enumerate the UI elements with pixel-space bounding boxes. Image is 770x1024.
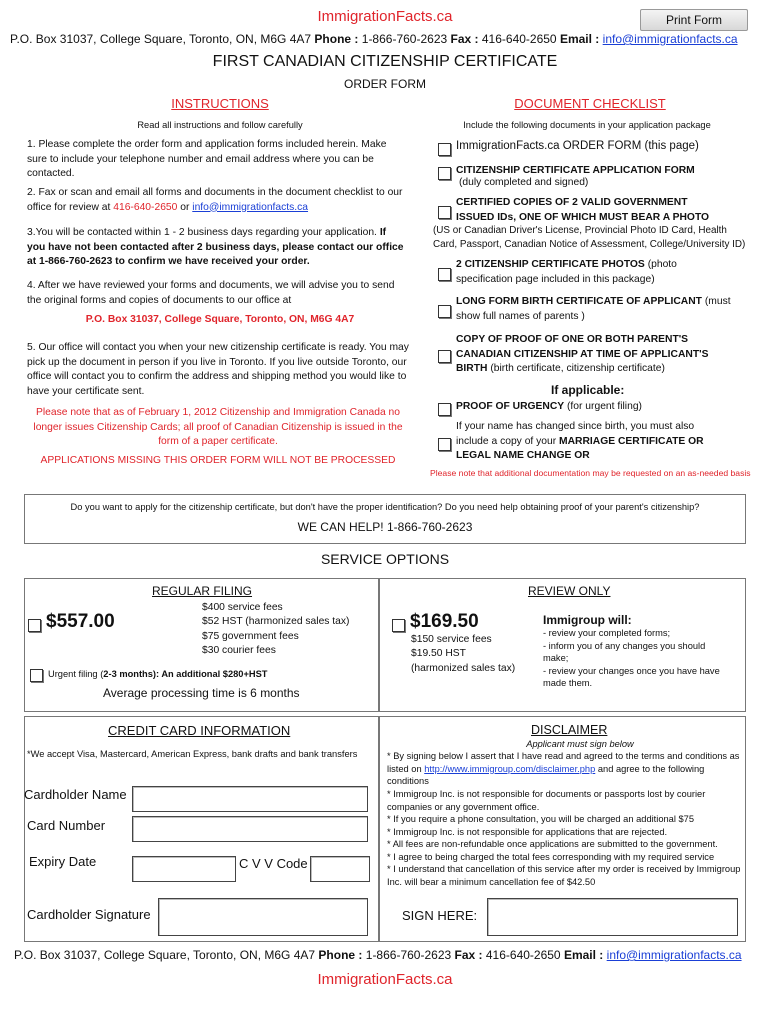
disclaimer-intro xyxy=(387,750,743,788)
cardholder-signature-field[interactable] xyxy=(158,898,368,936)
missing-form-warning: APPLICATIONS MISSING THIS ORDER FORM WILL NOT BE PROCESSED xyxy=(40,455,396,466)
disclaimer-subheading: Applicant must sign below xyxy=(526,739,634,749)
checkbox-order-form[interactable] xyxy=(438,143,451,156)
will-item: - review your changes once you have have made them. xyxy=(543,665,720,689)
instruction-5: 5. Our office will contact you when your new citizenship certificate is ready. You may pick up the document in person if you live in Toronto. If you live outside Toronto, our office will contact you to confirm the address and shipping method you would like to have your certificate sent. xyxy=(27,342,409,397)
checklist-item-photos xyxy=(456,258,726,287)
checklist-item-parent-citizenship xyxy=(456,333,726,377)
regular-filing-heading: REGULAR FILING xyxy=(152,584,253,598)
checklist-item-birth-rest: (must show full names of parents ) xyxy=(456,296,731,322)
checklist-item-parent-rest: (birth certificate, citizenship certificate) xyxy=(490,363,665,374)
checkbox-parent-citizenship[interactable] xyxy=(438,350,451,363)
review-only-heading: REVIEW ONLY xyxy=(528,584,611,598)
immigroup-will-list xyxy=(543,627,733,690)
disclaimer-item: * I agree to being charged the total fees corresponding with my required service xyxy=(387,851,715,862)
footer-fax-label: Fax : xyxy=(454,948,483,962)
site-name-top: ImmigrationFacts.ca xyxy=(317,8,453,25)
cardholder-signature-label: Cardholder Signature xyxy=(27,907,151,922)
checklist-item-urgency-rest: (for urgent filing) xyxy=(567,401,642,412)
footer-phone-label: Phone : xyxy=(318,948,363,962)
checkbox-government-ids[interactable] xyxy=(438,206,451,219)
card-number-label: Card Number xyxy=(27,818,106,833)
disclaimer-intro-text: * By signing below I assert that I have read and agreed to the terms and conditions as listed on xyxy=(387,751,740,774)
instruction-3-text: 3.You will be contacted within 1 - 2 business days regarding your application. xyxy=(27,227,377,238)
sign-here-label: SIGN HERE: xyxy=(402,908,478,923)
checklist-item-birth-certificate xyxy=(456,295,746,324)
help-question: Do you want to apply for the citizenship certificate, but don't have the proper identification? Do you need help obtaining proof of your parent's citizenship? xyxy=(70,502,700,512)
card-number-field[interactable] xyxy=(132,816,368,842)
checkbox-regular-filing[interactable] xyxy=(28,619,41,632)
instructions-subheading: Read all instructions and follow carefully xyxy=(137,120,303,130)
checkbox-urgent-filing[interactable] xyxy=(30,669,43,682)
processing-time: Average processing time is 6 months xyxy=(103,686,300,700)
fax-text: 416-640-2650 xyxy=(481,32,557,46)
checkbox-application-form[interactable] xyxy=(438,167,451,180)
review-fee-service: $150 service fees xyxy=(411,634,492,645)
page-subtitle: ORDER FORM xyxy=(344,77,426,91)
site-name-bottom: ImmigrationFacts.ca xyxy=(317,971,453,988)
instruction-4: 4. After we have reviewed your forms and documents, we will advise you to send the original forms and copies of documents to our office at xyxy=(27,280,395,306)
checklist-subheading: Include the following documents in your application package xyxy=(463,120,711,130)
disclaimer-item: * All fees are non-refundable once applications are submitted to the government. xyxy=(387,839,718,849)
urgent-filing-label xyxy=(48,669,368,679)
footer-email-label: Email : xyxy=(563,948,604,962)
instruction-3 xyxy=(27,226,407,270)
instruction-2-text: 2. Fax or scan and email all forms and documents in the document checklist to our office for review at xyxy=(27,187,403,213)
review-fees-list xyxy=(411,633,536,676)
service-options-heading: SERVICE OPTIONS xyxy=(320,551,450,567)
checklist-item-proof-of-urgency xyxy=(456,401,746,412)
phone-label: Phone : xyxy=(314,32,359,46)
regular-fee-government: $75 government fees xyxy=(202,630,299,642)
cardholder-name-field[interactable] xyxy=(132,786,368,812)
checkbox-birth-certificate[interactable] xyxy=(438,305,451,318)
checklist-item-parent-bold: COPY OF PROOF OF ONE OR BOTH PARENT'S CANADIAN CITIZENSHIP AT TIME OF APPLICANT'S BIRTH xyxy=(456,334,709,374)
footer-address-text: P.O. Box 31037, College Square, Toronto, ON, M6G 4A7 xyxy=(14,948,316,962)
review-fee-hst-note: (harmonized sales tax) xyxy=(411,662,516,674)
expiry-date-label: Expiry Date xyxy=(29,854,97,869)
footer-contact-line xyxy=(14,948,742,962)
instruction-1: 1. Please complete the order form and application forms included herein. Make sure to include your telephone number and email address where you can be contacted. xyxy=(27,139,387,179)
checklist-item-name-change xyxy=(456,420,726,464)
regular-price: $557.00 xyxy=(46,611,115,632)
regular-fee-hst: $52 HST (harmonized sales tax) xyxy=(202,616,350,628)
disclaimer-intro-end: and agree to the following conditions xyxy=(387,763,705,786)
instruction-4-address: P.O. Box 31037, College Square, Toronto, ON, M6G 4A7 xyxy=(85,314,355,325)
checklist-item-name-change-text: If your name has changed since birth, you must also include a copy of your xyxy=(456,421,695,447)
review-fee-hst: $19.50 HST xyxy=(411,648,466,660)
expiry-date-field[interactable] xyxy=(132,856,236,882)
checklist-item-photos-rest: (photo specification page included in this package) xyxy=(456,259,677,285)
checklist-item-photos-bold: 2 CITIZENSHIP CERTIFICATE PHOTOS xyxy=(456,259,645,270)
email-label: Email : xyxy=(559,32,600,46)
fax-label: Fax : xyxy=(450,32,479,46)
cardholder-name-label: Cardholder Name xyxy=(24,787,127,802)
immigroup-will-heading: Immigroup will: xyxy=(543,613,632,627)
disclaimer-item: * Immigroup Inc. is not responsible for documents or passports lost by courier companies or any government office. xyxy=(387,789,706,812)
citizenship-card-note: Please note that as of February 1, 2012 Citizenship and Immigration Canada no longer issues Citizenship Cards; all proof of Canadian Citizenship is issued in the form of a paper certificate. xyxy=(33,407,403,447)
checklist-item-government-ids-sub: (US or Canadian Driver's License, Provincial Photo ID Card, Health Card, Passport, Canadian Notice of Assessment, College/University ID) xyxy=(433,225,746,250)
will-item: - review your completed forms; xyxy=(543,628,671,638)
header-contact-line xyxy=(10,32,738,46)
instruction-2 xyxy=(27,186,407,215)
footer-email-link[interactable]: info@immigrationfacts.ca xyxy=(606,948,742,962)
address-text: P.O. Box 31037, College Square, Toronto, ON, M6G 4A7 xyxy=(10,32,312,46)
checklist-heading: DOCUMENT CHECKLIST xyxy=(514,96,666,111)
urgent-filing-bold: 2-3 months): An additional $280+HST xyxy=(103,669,268,679)
checklist-item-name-change-bold: MARRIAGE CERTIFICATE OR LEGAL NAME CHANGE OR xyxy=(456,435,704,461)
will-item: - inform you of any changes you should make; xyxy=(543,640,706,664)
regular-fee-service: $400 service fees xyxy=(202,602,283,613)
signature-field[interactable] xyxy=(487,898,738,936)
instruction-2-or: or xyxy=(180,201,190,213)
disclaimer-item: * If you require a phone consultation, you will be charged an additional $75 xyxy=(387,814,695,824)
help-cta: WE CAN HELP! 1-866-760-2623 xyxy=(297,520,473,534)
disclaimer-heading: DISCLAIMER xyxy=(531,723,608,737)
checkbox-name-change[interactable] xyxy=(438,438,451,451)
checkbox-proof-of-urgency[interactable] xyxy=(438,403,451,416)
print-form-button[interactable] xyxy=(640,9,748,31)
checklist-item-order-form: ImmigrationFacts.ca ORDER FORM (this page) xyxy=(456,140,699,152)
disclaimer-items xyxy=(387,788,743,888)
urgent-filing-text: Urgent filing ( xyxy=(48,669,104,679)
instruction-2-fax: 416-640-2650 xyxy=(113,201,178,213)
regular-fee-courier: $30 courier fees xyxy=(202,644,276,656)
checkbox-review-only[interactable] xyxy=(392,619,405,632)
card-accept-note: *We accept Visa, Mastercard, American Express, bank drafts and bank transfers xyxy=(27,749,358,759)
if-applicable-heading: If applicable: xyxy=(551,383,625,397)
credit-card-heading: CREDIT CARD INFORMATION xyxy=(108,723,291,738)
email-link[interactable]: info@immigrationfacts.ca xyxy=(602,32,738,46)
page-title: FIRST CANADIAN CITIZENSHIP CERTIFICATE xyxy=(212,53,558,70)
checklist-item-urgency-bold: PROOF OF URGENCY xyxy=(456,401,565,412)
footer-fax-text: 416-640-2650 xyxy=(485,948,561,962)
phone-text: 1-866-760-2623 xyxy=(361,32,448,46)
footer-phone-text: 1-866-760-2623 xyxy=(365,948,452,962)
checklist-item-government-ids: CERTIFIED COPIES OF 2 VALID GOVERNMENT ISSUED IDs, ONE OF WHICH MUST BEAR A PHOTO xyxy=(456,197,710,223)
instruction-2-email-link[interactable]: info@immigrationfacts.ca xyxy=(192,201,309,213)
review-price: $169.50 xyxy=(410,611,479,632)
disclaimer-item: * I understand that cancellation of this service after my order is received by Immigroup Inc. will bear a minimum cancellation fee of $42.50 xyxy=(387,864,741,887)
checklist-item-application-form: CITIZENSHIP CERTIFICATE APPLICATION FORM xyxy=(456,165,695,176)
instruction-3-bold: If you have not been contacted after 2 business days, please contact our office at 1-866-760-2623 to confirm we have received your order. xyxy=(27,227,404,267)
disclaimer-item: * Immigroup Inc. is not responsible for applications that are rejected. xyxy=(387,826,668,837)
checklist-note: Please note that additional documentation may be requested on an as-needed basis xyxy=(430,468,751,478)
checkbox-photos[interactable] xyxy=(438,268,451,281)
regular-fees-list xyxy=(202,601,377,658)
checklist-item-application-sub: (duly completed and signed) xyxy=(459,177,589,188)
print-form-label: Print Form xyxy=(665,13,722,27)
disclaimer-link[interactable]: http://www.immigroup.com/disclaimer.php xyxy=(424,763,596,774)
checklist-item-birth-bold: LONG FORM BIRTH CERTIFICATE OF APPLICANT xyxy=(456,296,702,307)
instructions-heading: INSTRUCTIONS xyxy=(171,96,269,111)
cvv-field[interactable] xyxy=(310,856,370,882)
cvv-label: C V V Code xyxy=(239,856,308,871)
